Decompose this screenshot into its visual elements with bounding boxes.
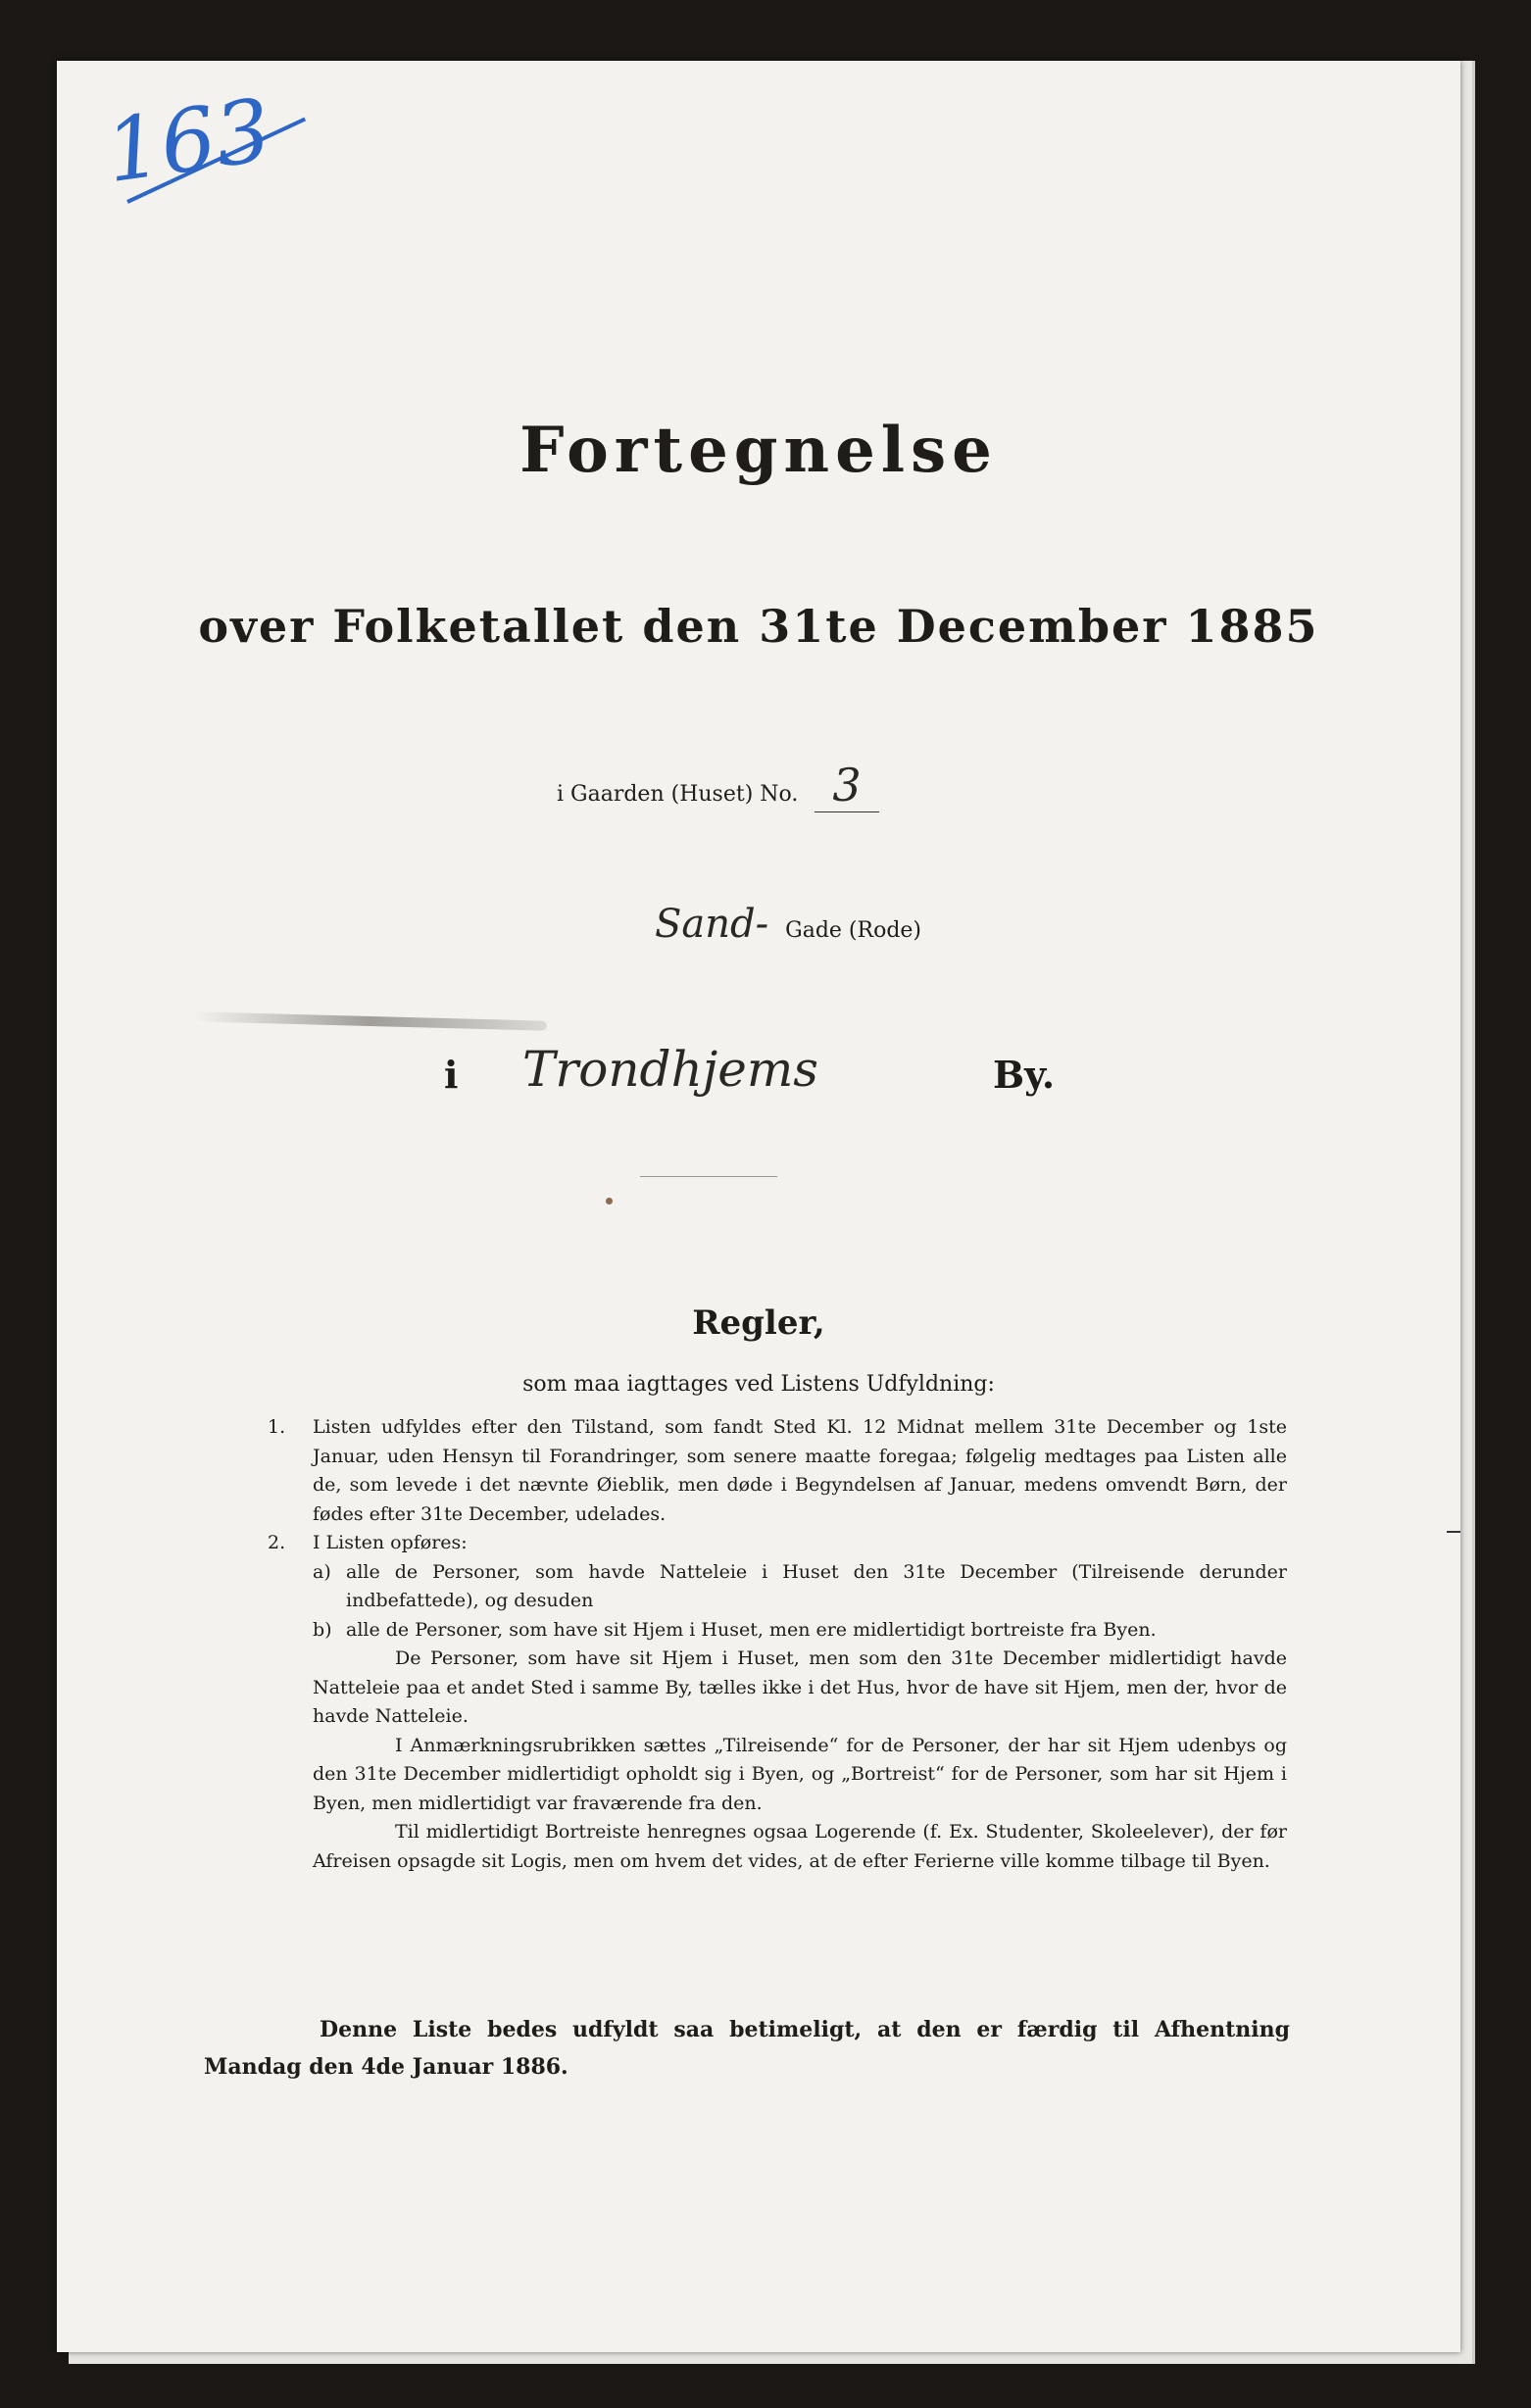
rules-list	[268, 1413, 1287, 1876]
subitem-text: alle de Personer, som havde Natteleie i Huset den 31te December (Tilreisende derunder indbefattede), og desuden	[346, 1560, 1287, 1611]
archive-page-number: 163	[99, 78, 277, 203]
rule-number: 2.	[268, 1532, 286, 1553]
rule-text: I Listen opføres:	[313, 1532, 468, 1553]
rule-item	[268, 1529, 1287, 1876]
rules-heading: Regler,	[692, 1303, 825, 1343]
closing-instruction: Denne Liste bedes udfyldt saa betimeligt, at den er færdig til Afhentning Mandag den 4de Januar 1886.	[204, 2017, 1290, 2080]
rule-text: Listen udfyldes efter den Tilstand, som fandt Sted Kl. 12 Midnat mellem 31te December og 1ste Januar, uden Hensyn til Forandringer, som senere maatte foregaa; følgelig medtages paa Listen alle de, som levede i det nævnte Øieblik, men døde i Begyndelsen af Januar, medens omvendt Børn, der fødes efter 31te December, udelades.	[313, 1416, 1287, 1525]
rule-subitem	[313, 1616, 1287, 1646]
rule-paragraph: De Personer, som have sit Hjem i Huset, men som den 31te December midlertidigt havde Natteleie paa et andet Sted i samme By, tælles ikke i det Hus, hvor de have sit Hjem, men der, hvor de havde Natteleie.	[313, 1647, 1287, 1727]
house-number-line	[557, 759, 879, 811]
subitem-label: b)	[313, 1618, 332, 1641]
city-name-value: Trondhjems	[522, 1041, 818, 1098]
city-suffix: By.	[993, 1053, 1056, 1097]
rule-paragraph: I Anmærkningsrubrikken sættes „Tilreisende“ for de Personer, der har sit Hjem udenbys og den 31te December midlertidigt opholdt sig i Byen, og „Bortreist“ for de Personer, som har sit Hjem i Byen, men midlertidigt var fraværende fra den.	[313, 1734, 1287, 1814]
street-label: Gade (Rode)	[785, 918, 922, 943]
margin-mark	[1447, 1531, 1460, 1533]
street-name-value: Sand-	[655, 902, 769, 947]
rule-item	[268, 1413, 1287, 1529]
census-form-page	[57, 61, 1460, 2352]
section-divider	[640, 1176, 777, 1177]
city-prefix: i	[444, 1053, 459, 1097]
house-number-label: i Gaarden (Huset) No.	[557, 782, 799, 807]
ink-smudge	[194, 1011, 547, 1030]
form-subtitle: over Folketallet den 31te December 1885	[198, 600, 1319, 653]
rule-subitem	[313, 1558, 1287, 1616]
subitem-label: a)	[313, 1560, 331, 1583]
house-number-value: 3	[815, 759, 878, 812]
street-line	[655, 902, 921, 947]
rules-subheading: som maa iagttages ved Listens Udfyldning:	[522, 1372, 995, 1397]
form-title: Fortegnelse	[519, 414, 998, 487]
rule-paragraph: Til midlertidigt Bortreiste henregnes ogsaa Logerende (f. Ex. Studenter, Skoleelever), der før Afreisen opsagde sit Logis, men om hvem det vides, at de efter Ferierne ville komme tilbage til Byen.	[313, 1821, 1287, 1872]
ink-dot	[606, 1198, 613, 1204]
subitem-text: alle de Personer, som have sit Hjem i Huset, men ere midlertidigt bortreiste fra Byen.	[346, 1618, 1157, 1641]
rule-number: 1.	[268, 1416, 286, 1438]
